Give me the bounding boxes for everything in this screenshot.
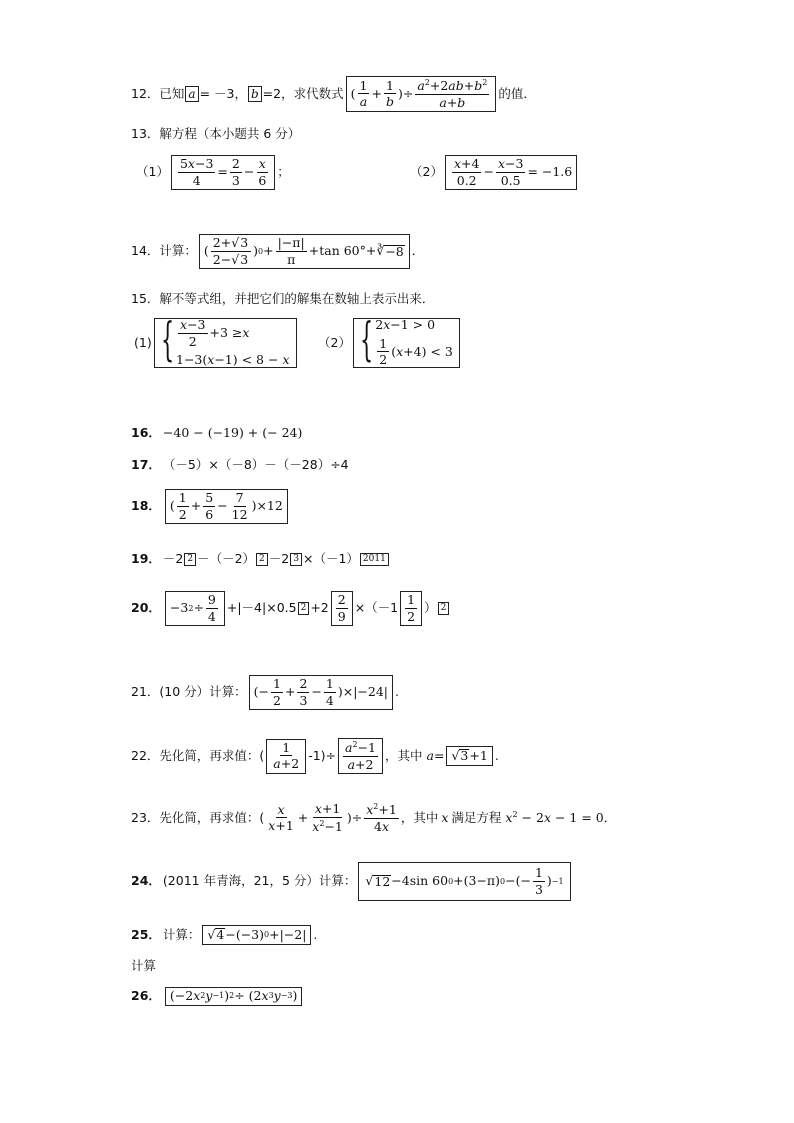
problem-number: 22．先化简，再求值：(	[131, 747, 265, 763]
fraction-box: $\frac{1}{a+2}$	[266, 739, 306, 774]
problem-number: 19．	[131, 551, 161, 567]
problem-17	[131, 459, 349, 472]
problem-text: 已知	[159, 85, 185, 101]
problem-text: =2，求代数式	[262, 85, 344, 101]
problem-number: 12．	[131, 85, 160, 101]
formula-box: √ 12 −4sin 60 0 +(3−π) 0 −(− $\frac{1}{3}$ ) −1	[358, 862, 570, 901]
problem-text: ，其中	[400, 809, 439, 825]
problem-15-part2	[318, 312, 462, 368]
expression: −40 − (−19) + (− 24)	[162, 425, 303, 440]
problem-text: ，其中	[385, 747, 423, 763]
problem-22	[131, 738, 499, 774]
problem-21	[131, 675, 399, 710]
part-label: （2）	[410, 164, 443, 180]
formula-box: √ 4 −(−3) 0 +|−2|	[202, 925, 311, 945]
problem-text: ．	[411, 243, 425, 259]
problem-15-part1	[134, 312, 299, 368]
problem-20	[131, 591, 450, 626]
problem-15-title	[131, 293, 434, 306]
variable-box: a	[185, 86, 198, 102]
section-heading: 计算	[131, 958, 157, 973]
problem-text: (2011 年青海，21，5 分）计算：	[162, 873, 357, 889]
exponent-box: 2	[256, 553, 268, 566]
system-box: { 2x−1 > 0 $\frac{1}{2}$ ( x +4) < 3	[353, 318, 460, 368]
fraction-box: $\frac{2}{9}$	[331, 591, 353, 626]
problem-text: ．	[603, 809, 617, 825]
problem-16	[131, 427, 302, 440]
part-label: （2）	[318, 334, 351, 350]
problem-text: .	[313, 926, 318, 942]
problem-number: 17．	[131, 457, 161, 472]
problem-number: 18．	[131, 498, 161, 514]
expression: -1)÷	[308, 747, 337, 763]
expression: （－5）×（－8）－（－28）÷4	[162, 457, 349, 472]
formula-box: −3 2 ÷ $\frac{9}{4}$	[165, 591, 225, 626]
formula-box: (−2 x 2 y −1 ) 2 ÷ (2 x 3 y −3 )	[165, 987, 303, 1006]
part-label: （1）	[136, 164, 169, 180]
problem-13-part1	[136, 155, 290, 190]
problem-18	[131, 489, 290, 524]
problem-13-part2	[410, 155, 579, 190]
formula-box: $\frac{5x-3}{4}$ = $\frac{2}{3}$ − $\frac{x}{6}$	[171, 155, 275, 190]
problem-number: 23．先化简，再求值：(	[131, 809, 265, 825]
problem-title: 13．解方程（本小题共 6 分）	[131, 126, 301, 141]
problem-number: 26．	[131, 988, 161, 1003]
problem-number: 21．(10 分）计算：	[131, 684, 247, 700]
problem-text: ；	[277, 164, 290, 180]
problem-text: 满足方程	[451, 809, 502, 825]
problem-title: 15．解不等式组，并把它们的解集在数轴上表示出来．	[131, 291, 435, 306]
expression: －（－2）	[197, 551, 256, 567]
formula-box: $\frac{x+4}{0.2}$ − $\frac{x-3}{0.5}$ = −1.6	[445, 155, 577, 190]
expression: －2	[162, 551, 184, 567]
problem-24	[131, 862, 573, 901]
expression: ×（－1）	[302, 551, 359, 567]
expression: ）	[424, 600, 437, 616]
problem-26	[131, 987, 304, 1006]
problem-13-title	[131, 128, 300, 141]
problem-number: 20．	[131, 600, 161, 616]
problem-14	[131, 234, 424, 269]
formula-box: (− $\frac{1}{2}$ + $\frac{2}{3}$ − $\frac{1}{4}$ )×|−24|	[249, 675, 393, 710]
system-box: { $\frac{x-3}{2}$ +3 ≥ x 1−3(x−1) < 8 − x	[154, 318, 297, 368]
exponent-box: 2	[438, 602, 450, 615]
expression: ×（－1	[354, 600, 399, 616]
problem-number: 24．	[131, 873, 161, 889]
expression: +2	[310, 600, 329, 616]
part-label: (1)	[134, 334, 152, 350]
exponent-box: 3	[290, 553, 302, 566]
expression: +|－4|×0.5	[226, 600, 297, 616]
problem-number: 16．	[131, 425, 161, 440]
expression: －2	[268, 551, 290, 567]
formula-box: ( $\frac{2+√3}{2-√3}$ ) 0 + $\frac{|-\pi|}{\pi}$ +tan 60°+∛ −8	[199, 234, 410, 269]
formula-box: ( $\frac{1}{2}$ + $\frac{5}{6}$ − $\frac{7}{12}$ )×12	[165, 489, 288, 524]
problem-number: 14．计算：	[131, 243, 197, 259]
exponent-box: 2	[298, 602, 310, 615]
formula-box: √ 3 +1	[446, 746, 492, 766]
exponent-box: 2011	[360, 553, 389, 566]
problem-19	[131, 553, 390, 566]
problem-23: 23．先化简，再求值：( $\frac{x}{x+1}$ + $\frac{x+1}{x^2-1}$ )÷ $\frac{x^2+1}{4x}$ ，其中 x 满足方程 $x^2 - 2x - 1 = 0$ ．	[131, 801, 617, 834]
fraction-box: $\frac{a^2-1}{a+2}$	[338, 738, 383, 774]
section-label	[131, 960, 156, 973]
variable-box: b	[248, 86, 262, 102]
problem-number: 25．	[131, 926, 161, 942]
problem-text: 的值．	[498, 85, 536, 101]
problem-text: = －3，	[199, 85, 247, 101]
problem-text: .	[395, 684, 399, 700]
problem-25	[131, 925, 317, 945]
variable: x	[441, 809, 449, 825]
formula-box: ( $\frac{1}{a}$ + $\frac{1}{b}$ )÷ $\frac{a^2+2ab+b^2}{a+b}$	[346, 76, 497, 112]
fraction-box: $\frac{1}{2}$	[400, 591, 422, 626]
exponent-box: 2	[184, 553, 196, 566]
variable: a=	[426, 747, 445, 763]
problem-text: .	[494, 747, 499, 763]
problem-text: 计算：	[162, 926, 201, 942]
problem-12	[131, 76, 536, 112]
